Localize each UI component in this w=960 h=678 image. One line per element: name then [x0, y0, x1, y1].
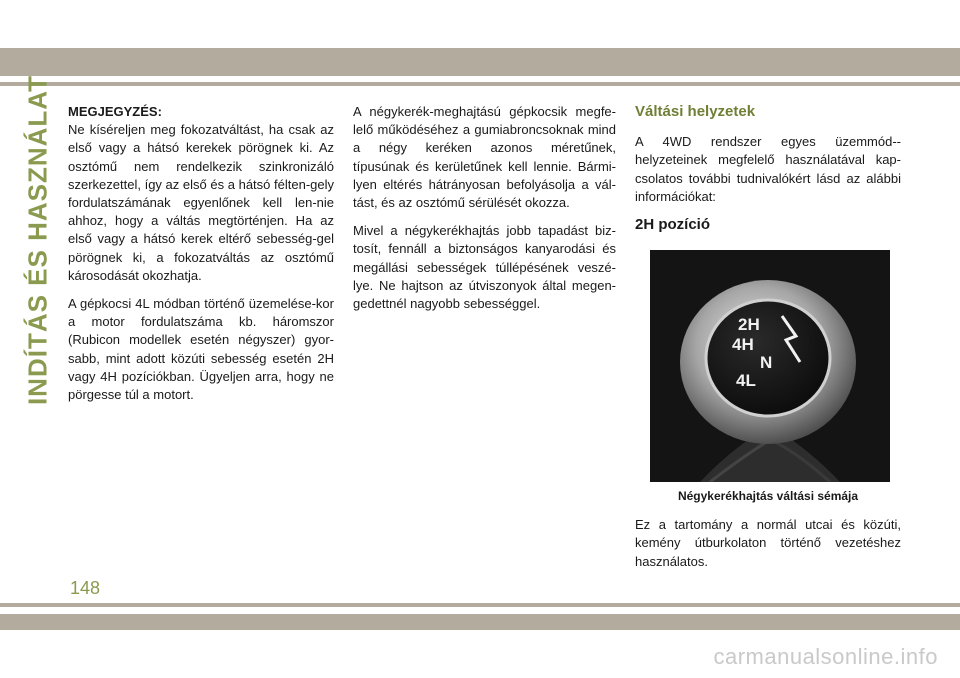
paragraph-tires: A négykerék-meghajtású gépkocsik megfe-lelő működéséhez a gumiabroncsoknak mind a négy keréken azonos méretűnek, típusúnak és kerületűnek kell lennie. Bármi-lyen eltérés hátrányosan befolyásolja a vál-tást, és az osztómű sérülését okozza. — [353, 104, 616, 211]
shift-label-4h: 4H — [732, 335, 754, 354]
figure-caption: Négykerékhajtás váltási sémája — [677, 489, 859, 503]
shift-label-2h: 2H — [738, 315, 760, 334]
section-heading: Váltási helyzetek — [635, 103, 756, 120]
shifter-knob-photo — [650, 250, 890, 482]
top-margin — [0, 0, 960, 48]
shifter-knob-illustration — [650, 250, 890, 482]
header-bar — [0, 48, 960, 76]
column-left — [68, 103, 334, 414]
watermark-text: carmanualsonline.info — [713, 644, 938, 669]
section-side-title-text: INDÍTÁS ÉS HASZNÁLAT — [22, 74, 53, 406]
footer-bar — [0, 614, 960, 630]
header-rule — [0, 82, 960, 86]
paragraph-4l-mode: A gépkocsi 4L módban történő üzemelése-kor a motor fordulatszáma kb. háromszor (Rubicon modellek esetén négyszer) gyor-sabb, mint adott közúti sebesség esetén 2H vagy 4H pozíciókban. Ügyeljen arra, hogy ne pörgesse túl a motort. — [68, 296, 334, 403]
column-middle — [353, 103, 616, 323]
footer-rule — [0, 603, 960, 607]
page-number: 148 — [70, 578, 101, 598]
section-side-title — [14, 74, 62, 406]
subheading-2h: 2H pozíció — [635, 216, 711, 234]
paragraph-traction: Mivel a négykerékhajtás jobb tapadást biz-tosít, fennáll a biztonságos kanyarodási és megállási sebességek túllépésének veszé-lye. Ne hajtson az útviszonyok által megen-gedettnél nagyobb sebességgel. — [353, 223, 616, 312]
note-block — [68, 103, 334, 285]
note-title: MEGJEGYZÉS: — [68, 104, 162, 119]
column-right-continued — [635, 516, 901, 571]
column-right — [635, 103, 901, 246]
paragraph-4wd-intro: A 4WD rendszer egyes üzemmód--helyzeteinek megfelelő használatával kap-csolatos további tudnivalókért lásd az alábbi információkat: — [635, 134, 901, 204]
shift-label-4l: 4L — [736, 371, 756, 390]
note-text: Ne kíséreljen meg fokozatváltást, ha csak az első vagy a hátsó kerekek pörögnek ki. Az osztómű nem rendelkezik szinkronizáló szerkezettel, így az első és a hátsó félten-gely fordulatszámának egyenlőnek kell len-nie ahhoz, hogy a váltás megtörténjen. Ha az első vagy a hátsó kerek eltérő sebesség-gel pörögnek ki, a fokozatváltás az osztómű károsodását okozhatja. — [68, 122, 334, 283]
paragraph-2h-usage: Ez a tartomány a normál utcai és közúti, kemény útburkolaton történő vezetéshez használatos. — [635, 517, 901, 569]
shift-label-n: N — [760, 353, 773, 372]
